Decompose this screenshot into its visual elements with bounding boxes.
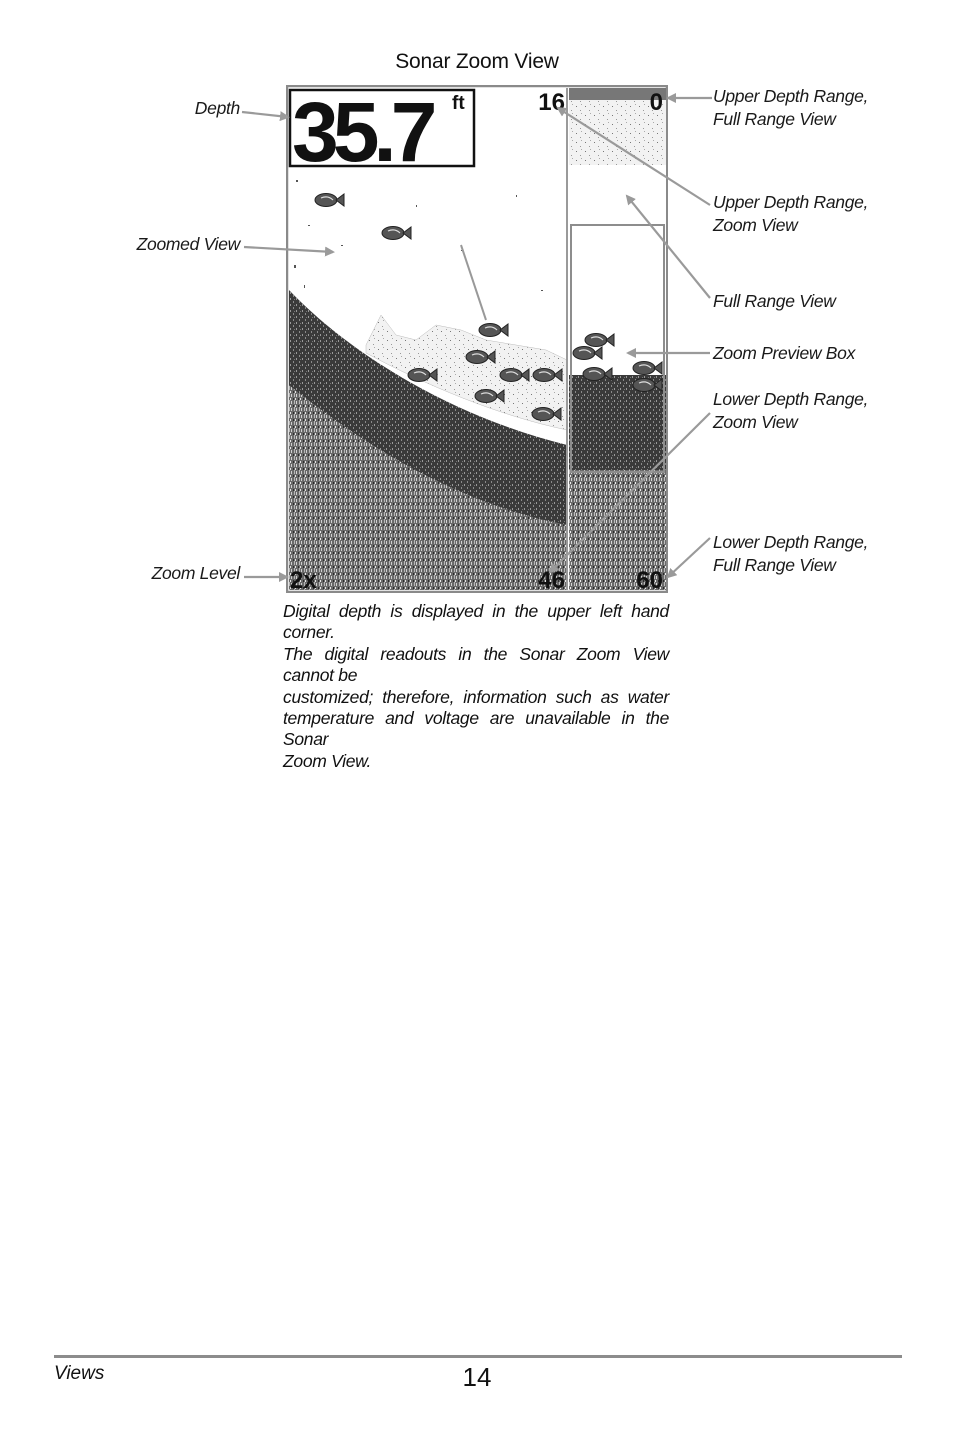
arrow-full-range-view <box>627 196 710 298</box>
depth-unit: ft <box>452 93 465 114</box>
callout-lower-zoom: Lower Depth Range, Zoom View <box>713 389 869 432</box>
callout-zoom-preview-box: Zoom Preview Box <box>713 343 856 363</box>
arrow-zoomed-view <box>244 247 333 252</box>
arrow-depth <box>242 112 288 117</box>
zoom-lower-range: 46 <box>538 567 565 593</box>
page-number: 14 <box>462 1362 492 1392</box>
footer-divider <box>54 1355 902 1358</box>
arrow-lower-full <box>668 538 710 577</box>
depth-readout: 35.7 <box>292 85 432 179</box>
full-upper-range: 0 <box>649 89 663 116</box>
figure-caption: Digital depth is displayed in the upper left hand corner. The digital readouts in the Sonar Zoom View cannot be customized; therefore, information such as water temperature and voltage are unavailable in the Sonar Zoom View. <box>283 601 669 771</box>
full-lower-range: 60 <box>636 567 663 593</box>
arrow-lower-zoom <box>550 413 710 572</box>
arrow-upper-zoom <box>558 108 710 205</box>
figure-title: Sonar Zoom View <box>395 50 559 73</box>
zoom-level-readout: 2x <box>290 567 317 593</box>
callout-full-range-view: Full Range View <box>713 291 836 311</box>
zoom-upper-range: 16 <box>538 89 565 116</box>
callout-lower-full: Lower Depth Range, Full Range View <box>713 532 869 575</box>
callout-upper-zoom: Upper Depth Range, Zoom View <box>713 192 869 235</box>
callout-depth: Depth <box>194 98 240 118</box>
callout-zoomed-view: Zoomed View <box>136 234 240 254</box>
footer-section-title: Views <box>54 1363 105 1384</box>
callout-zoom-level: Zoom Level <box>151 563 240 583</box>
callout-upper-full: Upper Depth Range, Full Range View <box>713 86 869 129</box>
callout-arrows <box>0 0 954 620</box>
